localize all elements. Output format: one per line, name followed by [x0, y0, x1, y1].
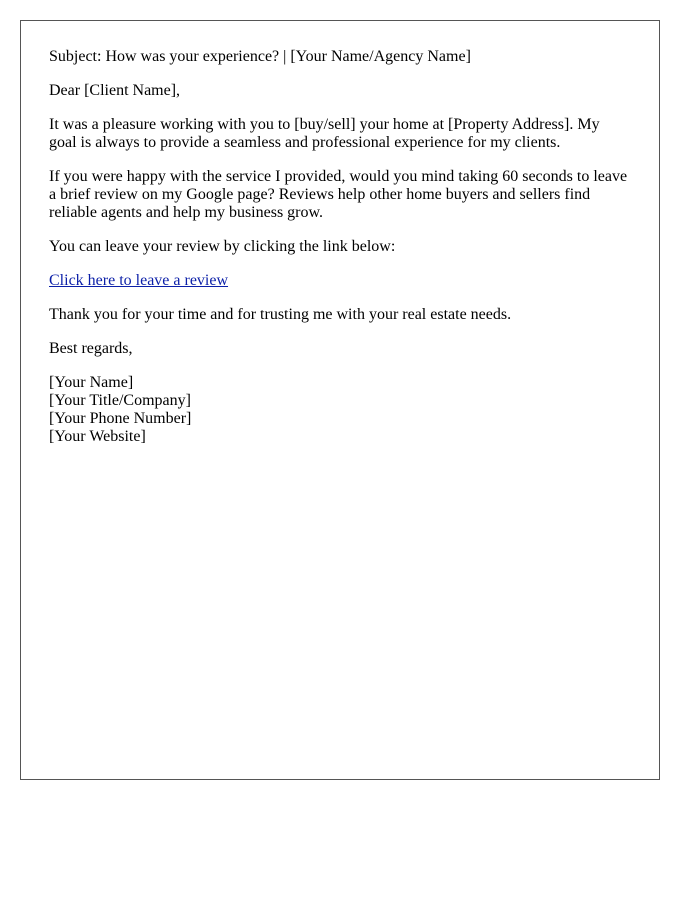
- signature-phone: [Your Phone Number]: [49, 410, 192, 427]
- email-paragraph-intro: It was a pleasure working with you to [buy/sell] your home at [Property Address]. My goal is always to provide a seamless and professional experience for my clients.: [49, 116, 600, 151]
- email-link-wrapper: [49, 272, 631, 290]
- email-thanks: Thank you for your time and for trusting me with your real estate needs.: [49, 306, 512, 323]
- signature-website: [Your Website]: [49, 428, 146, 445]
- email-signature: [49, 374, 631, 446]
- email-paragraph-request: If you were happy with the service I provided, would you mind taking 60 seconds to leave a brief review on my Google page? Reviews help other home buyers and sellers find reliable agents and help my business grow.: [49, 168, 628, 221]
- email-letter-frame: [20, 20, 660, 780]
- signature-name: [Your Name]: [49, 374, 134, 391]
- email-closing: Best regards,: [49, 340, 133, 357]
- email-subject: Subject: How was your experience? | [Your Name/Agency Name]: [49, 48, 471, 65]
- email-greeting: Dear [Client Name],: [49, 82, 181, 99]
- email-paragraph-instruction: You can leave your review by clicking the link below:: [49, 238, 396, 255]
- review-link[interactable]: Click here to leave a review: [49, 272, 229, 289]
- signature-title-company: [Your Title/Company]: [49, 392, 191, 409]
